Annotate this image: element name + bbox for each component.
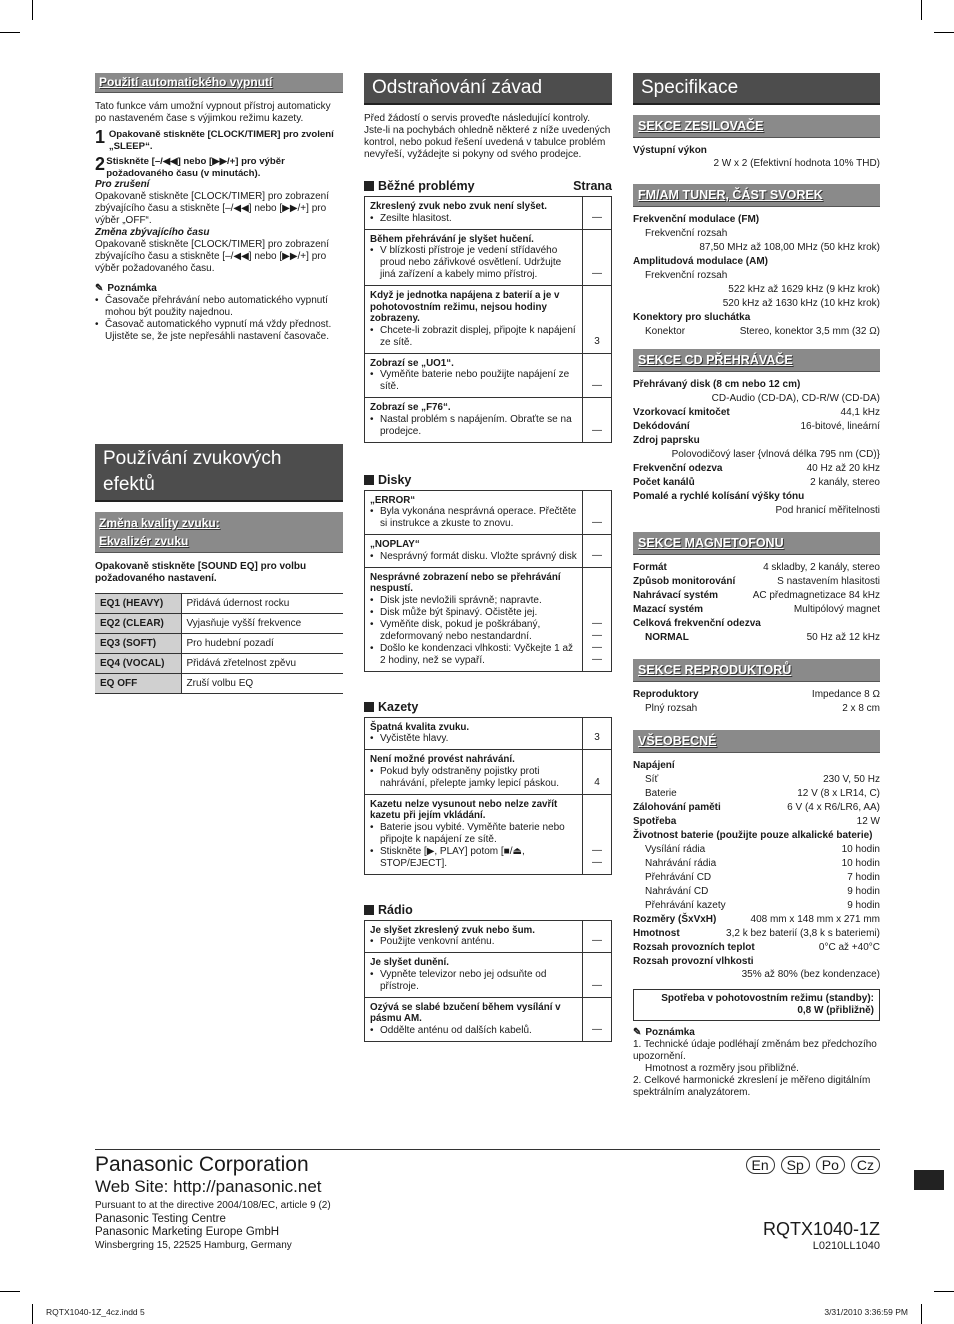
table-row (365, 568, 611, 671)
amp-heading: SEKCE ZESILOVAČE (633, 115, 880, 138)
effects-heading: Používání zvukových efektů (95, 444, 343, 502)
disc-table (364, 490, 612, 672)
solution-item: • Disk jste nevložili správně; napravte. (370, 595, 577, 607)
problem-title: Nesprávné zobrazení nebo se přehrávání nespustí. (370, 571, 561, 594)
table-row: EQ2 (CLEAR) Vyjasňuje vyšší frekvence (95, 614, 343, 634)
tape-heading: Kazety (364, 700, 612, 715)
auto-off-heading: Použití automatického vypnutí (95, 73, 343, 93)
page-ref: 3 (594, 335, 600, 347)
page-ref: — (592, 517, 602, 528)
problem-title: Zobrazí se „F76“. (370, 402, 451, 413)
lang-en: En (746, 1156, 775, 1174)
spec-note: 1. Technické údaje podléhají změnám bez předchozího upozornění. (633, 1039, 877, 1062)
tuner-section: Frekvenční modulace (FM) Frekvenční rozsah 87,50 MHz až 108,00 MHz (50 kHz krok) Amplitudová modulace (AM) Frekvenční rozsah 522 kHz až 1629 kHz (9 kHz krok) 520 kHz až 1630 kHz (10 kHz krok) Konektory pro sluchátka Konektor Stereo, konektor 3,5 mm (32 Ω) (633, 214, 880, 337)
step-2: 2 Stiskněte [–/◀◀] nebo [▶▶/+] pro výběr požadovaného času (v minutách). (95, 154, 285, 179)
left-column (95, 73, 343, 343)
page-ref: — (592, 1023, 602, 1035)
speaker-section: Reproduktory Impedance 8 Ω Plný rozsah 2 x 8 cm (633, 689, 880, 714)
cancel-title: Pro zrušení (95, 179, 150, 190)
page-ref: 4 (594, 776, 600, 788)
footer-right (680, 1156, 880, 1253)
tape-spec-heading: SEKCE MAGNETOFONU (633, 532, 880, 555)
table-row (365, 354, 611, 399)
common-heading: Běžné problémy Strana (364, 179, 612, 194)
solution-item: • Oddělte anténu od dalších kabelů. (370, 1025, 577, 1037)
change-text: Opakovaně stiskněte [CLOCK/TIMER] pro zobrazení zbývajícího času a stiskněte [–/◀◀] nebo [▶▶/+] pro výběr požadovaného času. (95, 239, 329, 274)
specifications-column (633, 73, 880, 1099)
cd-section: Přehrávaný disk (8 cm nebo 12 cm) CD-Audio (CD-DA), CD-R/W (CD-DA) Vzorkovací kmitočet 44,1 kHz Dekódování 16-bitové, lineární Zdroj paprsku Polovodičový laser {vlnová délka 795 nm (CD)} Frekvenční odezva 40 Hz až 20 kHz Počet kanálů 2 kanály, stereo Pomalé a rychlé kolísání výšky tónu Pod hranicí měřitelnosti (633, 379, 880, 516)
problem-title: Ozývá se slabé bzučení během vysílání v pásmu AM. (370, 1001, 561, 1024)
table-row (365, 286, 611, 354)
note-item: • Časovač automatického vypnutí má vždy přednost. Ujistěte se, že jste nepřesáhli nastavení časovače. (95, 319, 343, 343)
footer-divider (95, 1149, 880, 1150)
spec-note-heading: ✎ Poznámka (633, 1027, 695, 1038)
footer-left (95, 1153, 495, 1253)
page-ref: — (592, 380, 602, 391)
crop-mark (0, 32, 20, 33)
note-icon: ✎ (95, 283, 104, 294)
lang-sp: Sp (781, 1156, 810, 1174)
marketing-europe: Panasonic Marketing Europe GmbH (95, 1226, 280, 1238)
troubleshooting-intro: Před žádostí o servis proveďte následující kontroly. Jste-li na pochybách ohledně některé z níže uvedených kontrol, nebo pokud řešení uvedená v tabulce problém nevyřeší, vyžádejte si pokyny od svého prodejce. (364, 113, 611, 160)
amp-section: Výstupní výkon 2 W x 2 (Efektivní hodnota 10% THD) (633, 145, 880, 169)
specifications-heading: Specifikace (633, 73, 880, 105)
page-ref: — (592, 844, 602, 856)
eq-subheading: Změna kvality zvuku: Ekvalizér zvuku (95, 512, 343, 553)
note-item: • Časovače přehrávání nebo automatického vypnutí mohou být použity najednou. (95, 295, 343, 319)
tuner-heading: FM/AM TUNER, ČÁST SVOREK (633, 184, 880, 207)
page-ref: — (592, 211, 602, 223)
table-row: EQ4 (VOCAL) Přidává zřetelnost zpěvu (95, 654, 343, 674)
solution-item: • Pokud byly odstraněny pojistky proti nahrávání, přelepte jamky lepicí páskou. (370, 766, 577, 790)
crop-mark (921, 1304, 922, 1324)
crop-mark (934, 1291, 954, 1292)
page-ref: — (592, 617, 602, 629)
corp-name: Panasonic Corporation (95, 1153, 309, 1176)
table-row (365, 953, 611, 998)
table-row: EQ OFF Zruší volbu EQ (95, 674, 343, 694)
table-row (365, 197, 611, 230)
model-number: RQTX1040-1Z (762, 1219, 880, 1239)
table-row: EQ3 (SOFT) Pro hudební pozadí (95, 634, 343, 654)
change-title: Změna zbývajícího času (95, 227, 210, 238)
solution-item: • Vypněte televizor nebo jej odsuňte od přístroje. (370, 969, 577, 993)
solution-item: • Vyčistěte hlavy. (370, 733, 577, 745)
table-row (365, 535, 611, 568)
step-1: 1 Opakovaně stiskněte [CLOCK/TIMER] pro zvolení „SLEEP“. (95, 127, 334, 152)
language-tab-marker (914, 1170, 944, 1190)
radio-heading: Rádio (364, 903, 612, 918)
problem-title: Je slyšet dunění. (370, 957, 449, 968)
address: Winsbergring 15, 22525 Hamburg, Germany (95, 1240, 292, 1251)
problem-title: „ERROR“ (370, 494, 416, 506)
problem-title: Zobrazí se „UO1“. (370, 357, 454, 369)
tape-table (364, 717, 612, 875)
speaker-heading: SEKCE REPRODUKTORŮ (633, 659, 880, 682)
table-row (365, 491, 611, 536)
solution-item: • Chcete-li zobrazit displej, připojte k napájení ze sítě. (370, 325, 577, 349)
page-ref: — (592, 549, 602, 561)
testing-centre: Panasonic Testing Centre (95, 1213, 226, 1225)
spec-note: 2. Celkové harmonické zkreslení je měřeno digitálním spektrálním analyzátorem. (633, 1075, 871, 1098)
problem-title: Kazetu nelze vysunout nebo nelze zavřít kazetu při jejím vkládání. (370, 798, 558, 821)
spec-note: Hmotnost a rozměry jsou přibližné. (645, 1063, 799, 1074)
solution-item: • Zesilte hlasitost. (370, 213, 577, 225)
lang-po: Po (816, 1156, 845, 1174)
general-section: Napájení Síť 230 V, 50 Hz Baterie 12 V (8 x LR14, C) Zálohování paměti 6 V (4 x R6/LR6, AA) Spotřeba 12 W Životnost baterie (použijte pouze alkalické baterie) Vysílání rádia 10 hodin Nahrávání rádia 10 hodin Přehrávání CD 7 hodin Nahrávání CD 9 hodin Přehrávání kazety 9 hodin Rozměry (ŠxVxH) 408 mm x 148 mm x 271 mm Hmotnost 3,2 k bez baterií (3,8 k s bateriemi) Rozsah provozních teplot 0°C až +40°C Rozsah provozní vlhkosti 35% až 80% (bez kondenzace) (633, 760, 880, 980)
solution-item: • Nastal problém s napájením. Obraťte se na prodejce. (370, 414, 577, 438)
table-row (365, 718, 611, 751)
website: Web Site: http://panasonic.net (95, 1177, 322, 1196)
page-ref: — (592, 856, 602, 868)
eq-instruction: Opakovaně stiskněte [SOUND EQ] pro volbu požadovaného nastavení. (95, 561, 307, 584)
page-ref: — (592, 424, 602, 436)
effects-section (95, 444, 343, 694)
solution-item: • Vyměňte baterie nebo použijte napájení ze sítě. (370, 369, 577, 393)
table-row (365, 998, 611, 1041)
solution-item: • Disk může být špinavý. Očistěte jej. (370, 607, 577, 619)
solution-item: • Nesprávný formát disku. Vložte správný disk (370, 551, 577, 563)
table-row: EQ1 (HEAVY) Přidává údernost rocku (95, 594, 343, 614)
cd-heading: SEKCE CD PŘEHRÁVAČE (633, 349, 880, 372)
solution-item: • Byla vykonána nesprávná operace. Přečtěte si instrukce a zkuste to znovu. (370, 506, 577, 530)
problem-title: Je slyšet zkreslený zvuk nebo šum. (370, 924, 535, 936)
problem-title: „NOPLAY“ (370, 539, 420, 550)
problem-title: Není možné provést nahrávání. (370, 754, 515, 765)
file-name: RQTX1040-1Z_4cz.indd 5 (46, 1307, 145, 1317)
solution-item: • Vyměňte disk, pokud je poškrábaný, zdeformovaný nebo nestandardní. (370, 619, 577, 643)
problem-title: Zkreslený zvuk nebo zvuk není slyšet. (370, 201, 547, 212)
page-ref: — (592, 979, 602, 991)
disc-heading: Disky (364, 473, 612, 488)
crop-mark (934, 32, 954, 33)
cancel-text: Opakovaně stiskněte [CLOCK/TIMER] pro zobrazení zbývajícího času a stiskněte [–/◀◀] nebo [▶▶/+] pro výběr „OFF“. (95, 191, 329, 226)
solution-item: • Došlo ke kondenzaci vlhkosti: Vyčkejte 1 až 2 hodiny, než se vypaří. (370, 643, 577, 667)
solution-item: • V blízkosti přístroje je vedení střídavého proud nebo zářivkové osvětlení. Udržujte jiná zařízení a kabely mimo přístroj. (370, 245, 577, 281)
solution-item: • Stiskněte [▶, PLAY] potom [■/⏏, STOP/EJECT]. (370, 846, 577, 870)
page-ref: — (592, 653, 602, 665)
crop-mark (32, 1304, 33, 1324)
table-row (365, 921, 611, 954)
table-row (365, 795, 611, 874)
problem-title: Během přehrávání je slyšet hučení. (370, 233, 534, 245)
note-heading: ✎ Poznámka (95, 283, 157, 294)
problem-title: Špatná kvalita zvuku. (370, 721, 470, 733)
print-date: 3/31/2010 3:36:59 PM (824, 1307, 908, 1317)
tape-spec-section: Formát 4 skladby, 2 kanály, stereo Způsob monitorování S nastavením hlasitosti Nahrávací systém AC předmagnetizace 84 kHz Mazací systém Multipólový magnet Celková frekvenční odezva NORMAL 50 Hz až 12 kHz (633, 562, 880, 643)
table-row (365, 398, 611, 442)
page-ref: — (592, 641, 602, 653)
lang-cz: Cz (851, 1156, 880, 1174)
note-icon: ✎ (633, 1027, 642, 1038)
solution-item: • Baterie jsou vybité. Vyměňte baterie nebo připojte k napájení ze sítě. (370, 822, 577, 846)
crop-mark (32, 0, 33, 20)
eq-table (95, 593, 343, 694)
standby-box: Spotřeba v pohotovostním režimu (standby): 0,8 W (přibližně) (633, 989, 880, 1021)
language-badges (680, 1156, 880, 1174)
directive: Pursuant to at the directive 2004/108/EC, article 9 (2) (95, 1200, 331, 1211)
troubleshooting-heading: Odstraňování závad (364, 73, 612, 105)
problem-title: Když je jednotka napájena z baterií a je v pohotovostním režimu, nejsou hodiny zobrazeny. (370, 290, 560, 324)
general-heading: VŠEOBECNÉ (633, 730, 880, 753)
troubleshooting-column (364, 73, 612, 1042)
table-row (365, 750, 611, 795)
page-ref: 3 (594, 732, 600, 743)
crop-mark (921, 0, 922, 20)
table-row (365, 230, 611, 287)
page-ref: — (592, 629, 602, 641)
doc-code: L0210LL1040 (812, 1240, 880, 1252)
crop-mark (0, 1291, 20, 1292)
radio-table (364, 920, 612, 1042)
auto-off-intro: Tato funkce vám umožní vypnout přístroj automaticky po nastaveném čase s výjimkou režimu kazety. (95, 101, 331, 124)
page-ref: — (592, 935, 602, 946)
common-table (364, 196, 612, 443)
page-ref: — (592, 268, 602, 279)
solution-item: • Použijte venkovní anténu. (370, 936, 577, 948)
